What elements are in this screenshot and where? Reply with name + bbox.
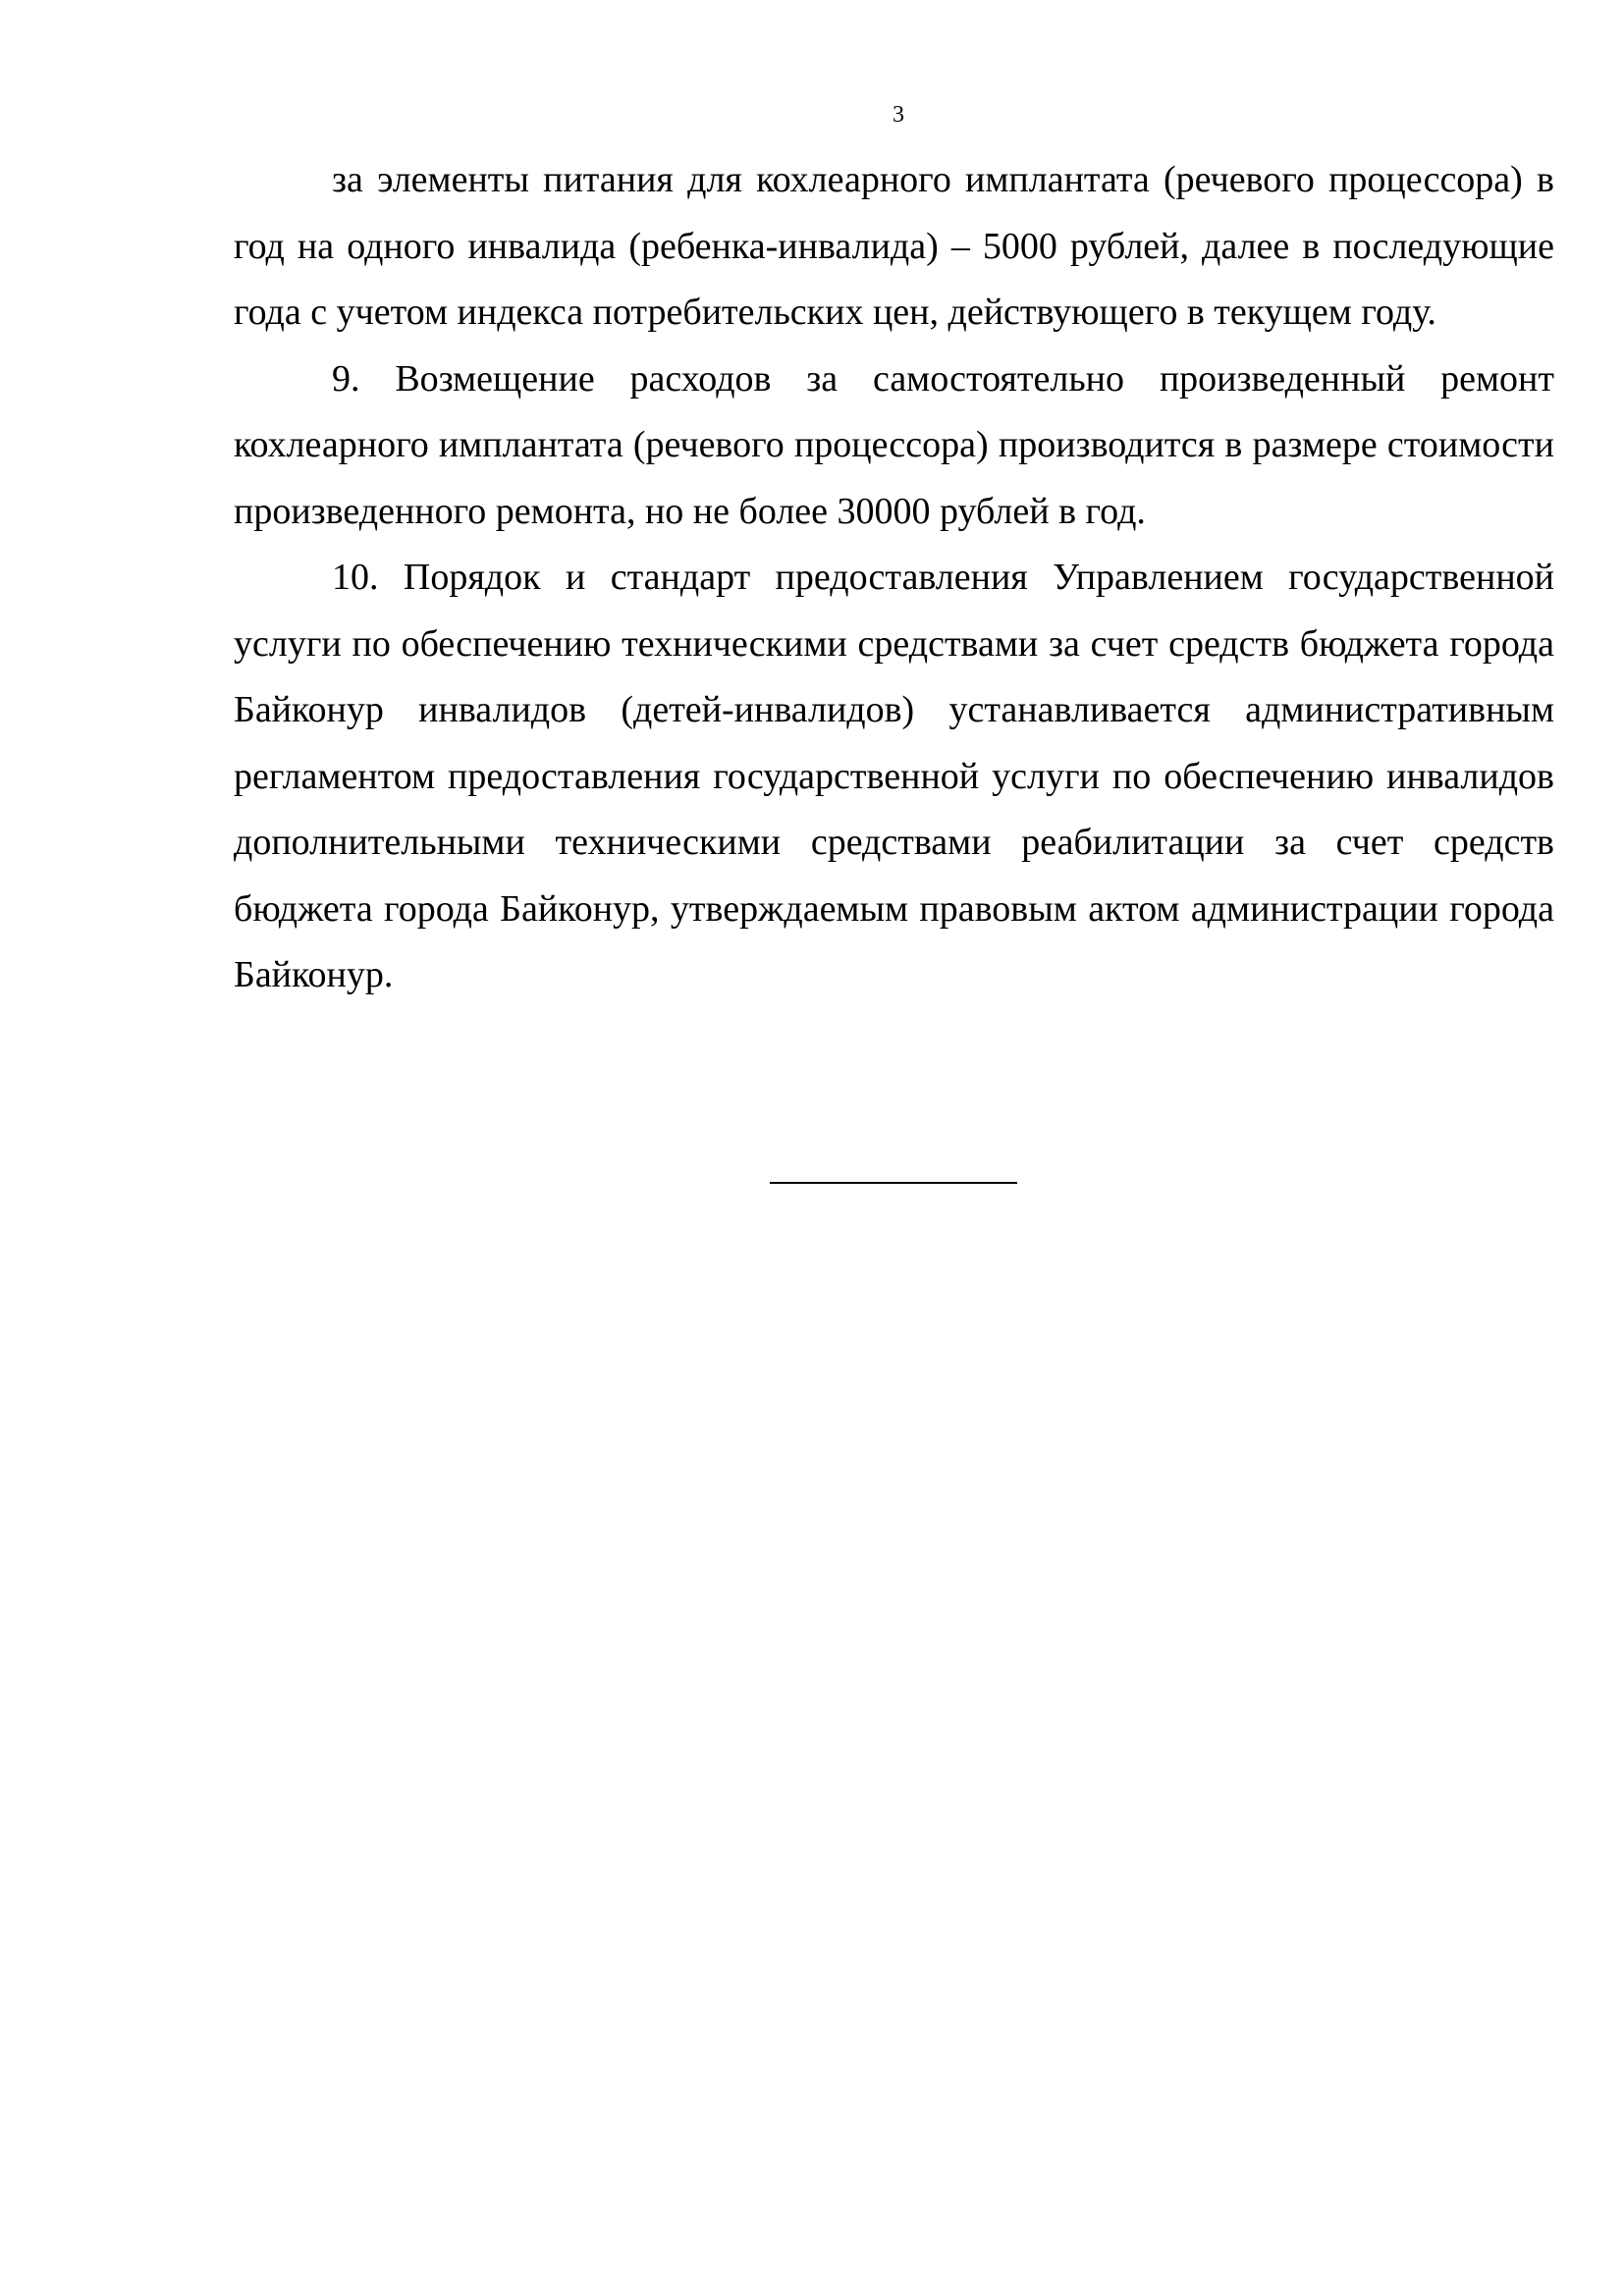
- page-number: 3: [893, 102, 904, 128]
- paragraph-item-10-service-procedure: 10. Порядок и стандарт предоставления Управлением государственной услуги по обеспечению техническими средствами за счет средств бюджета города Байконур инвалидов (детей-инвалидов) устанавливается административным регламентом предоставления государственной услуги по обеспечению инвалидов дополнительными техническими средствами реабилитации за счет средств бюджета города Байконур, утверждаемым правовым актом администрации города Байконур.: [234, 557, 1554, 995]
- paragraph-battery-compensation: за элементы питания для кохлеарного имплантата (речевого процессора) в год на одного инвалида (ребенка-инвалида) – 5000 рублей, далее в последующие года с учетом индекса потребительских цен, действующего в текущем году.: [234, 159, 1554, 333]
- document-body: [234, 147, 1554, 1009]
- end-of-text-divider: [770, 1182, 1017, 1184]
- paragraph-item-9-repair-compensation: 9. Возмещение расходов за самостоятельно произведенный ремонт кохлеарного имплантата (речевого процессора) производится в размере стоимости произведенного ремонта, но не более 30000 рублей в год.: [234, 357, 1554, 532]
